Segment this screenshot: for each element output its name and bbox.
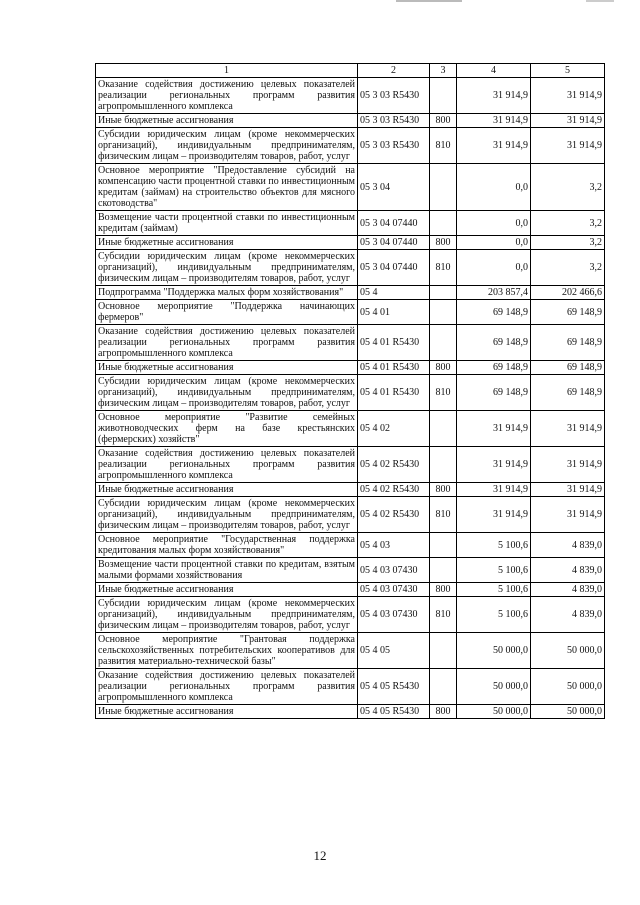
row-value-col5: 31 914,9 [531, 128, 605, 164]
row-value-col5: 69 148,9 [531, 375, 605, 411]
row-name: Оказание содействия достижению целевых показателей реализации региональных программ развития агропромышленного комплекса [96, 669, 358, 705]
row-code: 05 4 02 R5430 [358, 447, 430, 483]
row-name: Основное мероприятие "Развитие семейных животноводческих ферм на базе крестьянских (фермерских) хозяйств" [96, 411, 358, 447]
row-value-col4: 69 148,9 [457, 300, 531, 325]
table-row [96, 447, 605, 483]
row-kvr [430, 78, 457, 114]
row-value-col5: 50 000,0 [531, 705, 605, 719]
table-row [96, 250, 605, 286]
table-row [96, 325, 605, 361]
row-name: Возмещение части процентной ставки по инвестиционным кредитам (займам) [96, 211, 358, 236]
row-value-col5: 202 466,6 [531, 286, 605, 300]
row-value-col4: 31 914,9 [457, 447, 531, 483]
table-row [96, 597, 605, 633]
row-code: 05 4 01 R5430 [358, 361, 430, 375]
table-row [96, 128, 605, 164]
row-kvr: 810 [430, 128, 457, 164]
row-name: Подпрограмма "Поддержка малых форм хозяйствования" [96, 286, 358, 300]
table-row [96, 286, 605, 300]
row-code: 05 4 02 [358, 411, 430, 447]
row-code: 05 4 05 R5430 [358, 669, 430, 705]
row-value-col4: 31 914,9 [457, 128, 531, 164]
table-row [96, 78, 605, 114]
row-name: Субсидии юридическим лицам (кроме некоммерческих организаций), индивидуальным предпринимателям, физическим лицам – производителям товаров, работ, услуг [96, 497, 358, 533]
table-row [96, 583, 605, 597]
header-col-2: 2 [358, 64, 430, 78]
row-value-col4: 50 000,0 [457, 669, 531, 705]
row-kvr [430, 669, 457, 705]
row-kvr [430, 211, 457, 236]
row-kvr [430, 633, 457, 669]
row-kvr: 800 [430, 483, 457, 497]
row-name: Субсидии юридическим лицам (кроме некоммерческих организаций), индивидуальным предпринимателям, физическим лицам – производителям товаров, работ, услуг [96, 375, 358, 411]
row-value-col4: 69 148,9 [457, 361, 531, 375]
row-code: 05 3 04 07440 [358, 236, 430, 250]
row-kvr: 800 [430, 114, 457, 128]
row-name: Субсидии юридическим лицам (кроме некоммерческих организаций), индивидуальным предпринимателям, физическим лицам – производителям товаров, работ, услуг [96, 250, 358, 286]
header-col-1: 1 [96, 64, 358, 78]
row-code: 05 4 01 R5430 [358, 375, 430, 411]
row-name: Иные бюджетные ассигнования [96, 705, 358, 719]
table-row [96, 705, 605, 719]
row-name: Иные бюджетные ассигнования [96, 236, 358, 250]
row-name: Оказание содействия достижению целевых показателей реализации региональных программ развития агропромышленного комплекса [96, 447, 358, 483]
budget-table-body [96, 64, 605, 719]
row-kvr: 800 [430, 361, 457, 375]
row-name: Иные бюджетные ассигнования [96, 583, 358, 597]
table-row [96, 236, 605, 250]
row-kvr: 800 [430, 583, 457, 597]
page-number: 12 [313, 848, 327, 863]
row-value-col5: 3,2 [531, 236, 605, 250]
row-kvr [430, 164, 457, 211]
row-kvr [430, 447, 457, 483]
table-row [96, 211, 605, 236]
row-value-col5: 31 914,9 [531, 411, 605, 447]
row-value-col5: 31 914,9 [531, 447, 605, 483]
table-row [96, 375, 605, 411]
row-value-col5: 50 000,0 [531, 633, 605, 669]
row-name: Иные бюджетные ассигнования [96, 114, 358, 128]
row-value-col5: 31 914,9 [531, 497, 605, 533]
row-kvr: 810 [430, 497, 457, 533]
table-row [96, 533, 605, 558]
row-value-col5: 3,2 [531, 250, 605, 286]
row-value-col5: 4 839,0 [531, 597, 605, 633]
row-code: 05 3 04 07440 [358, 250, 430, 286]
row-value-col5: 69 148,9 [531, 361, 605, 375]
table-row [96, 300, 605, 325]
budget-table [95, 63, 605, 719]
row-value-col4: 50 000,0 [457, 633, 531, 669]
table-row [96, 558, 605, 583]
row-code: 05 4 01 R5430 [358, 325, 430, 361]
row-code: 05 3 03 R5430 [358, 128, 430, 164]
table-row [96, 361, 605, 375]
header-col-5: 5 [531, 64, 605, 78]
row-value-col5: 3,2 [531, 211, 605, 236]
row-name: Основное мероприятие "Предоставление субсидий на компенсацию части процентной ставки по инвестиционным кредитам (займам) на строительство объектов для мясного скотоводства" [96, 164, 358, 211]
row-kvr [430, 286, 457, 300]
row-kvr: 800 [430, 705, 457, 719]
row-value-col5: 31 914,9 [531, 114, 605, 128]
row-code: 05 4 03 07430 [358, 597, 430, 633]
row-code: 05 3 04 [358, 164, 430, 211]
row-kvr: 800 [430, 236, 457, 250]
row-name: Оказание содействия достижению целевых показателей реализации региональных программ развития агропромышленного комплекса [96, 78, 358, 114]
row-value-col5: 69 148,9 [531, 325, 605, 361]
row-name: Субсидии юридическим лицам (кроме некоммерческих организаций), индивидуальным предпринимателям, физическим лицам – производителям товаров, работ, услуг [96, 128, 358, 164]
row-name: Возмещение части процентной ставки по кредитам, взятым малыми формами хозяйствования [96, 558, 358, 583]
row-code: 05 4 05 [358, 633, 430, 669]
row-value-col5: 69 148,9 [531, 300, 605, 325]
row-value-col4: 69 148,9 [457, 325, 531, 361]
row-code: 05 4 03 07430 [358, 583, 430, 597]
row-value-col4: 50 000,0 [457, 705, 531, 719]
row-kvr [430, 300, 457, 325]
row-value-col5: 4 839,0 [531, 558, 605, 583]
row-value-col5: 31 914,9 [531, 78, 605, 114]
row-value-col4: 0,0 [457, 250, 531, 286]
table-header-row [96, 64, 605, 78]
row-value-col5: 31 914,9 [531, 483, 605, 497]
table-row [96, 669, 605, 705]
row-kvr [430, 533, 457, 558]
row-code: 05 3 03 R5430 [358, 78, 430, 114]
table-row [96, 164, 605, 211]
row-value-col5: 4 839,0 [531, 533, 605, 558]
table-row [96, 114, 605, 128]
row-value-col4: 31 914,9 [457, 114, 531, 128]
row-kvr [430, 411, 457, 447]
row-value-col4: 5 100,6 [457, 597, 531, 633]
row-value-col5: 3,2 [531, 164, 605, 211]
row-value-col5: 50 000,0 [531, 669, 605, 705]
row-name: Основное мероприятие "Поддержка начинающих фермеров" [96, 300, 358, 325]
row-code: 05 3 03 R5430 [358, 114, 430, 128]
row-value-col4: 5 100,6 [457, 558, 531, 583]
header-col-4: 4 [457, 64, 531, 78]
row-kvr: 810 [430, 375, 457, 411]
row-value-col4: 5 100,6 [457, 583, 531, 597]
row-name: Оказание содействия достижению целевых показателей реализации региональных программ развития агропромышленного комплекса [96, 325, 358, 361]
row-value-col4: 203 857,4 [457, 286, 531, 300]
row-value-col4: 31 914,9 [457, 78, 531, 114]
header-col-3: 3 [430, 64, 457, 78]
row-name: Иные бюджетные ассигнования [96, 483, 358, 497]
row-value-col4: 5 100,6 [457, 533, 531, 558]
row-name: Основное мероприятие "Грантовая поддержка сельскохозяйственных потребительских кооперативов для развития материально-технической базы" [96, 633, 358, 669]
row-name: Основное мероприятие "Государственная поддержка кредитования малых форм хозяйствования" [96, 533, 358, 558]
row-value-col5: 4 839,0 [531, 583, 605, 597]
row-code: 05 3 04 07440 [358, 211, 430, 236]
row-name: Иные бюджетные ассигнования [96, 361, 358, 375]
row-code: 05 4 05 R5430 [358, 705, 430, 719]
row-kvr: 810 [430, 250, 457, 286]
row-name: Субсидии юридическим лицам (кроме некоммерческих организаций), индивидуальным предпринимателям, физическим лицам – производителям товаров, работ, услуг [96, 597, 358, 633]
row-value-col4: 0,0 [457, 211, 531, 236]
table-row [96, 411, 605, 447]
top-scan-dots [586, 0, 614, 2]
row-value-col4: 31 914,9 [457, 497, 531, 533]
row-kvr: 810 [430, 597, 457, 633]
row-kvr [430, 558, 457, 583]
table-row [96, 483, 605, 497]
row-kvr [430, 325, 457, 361]
row-value-col4: 31 914,9 [457, 411, 531, 447]
row-code: 05 4 02 R5430 [358, 483, 430, 497]
row-value-col4: 69 148,9 [457, 375, 531, 411]
row-code: 05 4 03 07430 [358, 558, 430, 583]
row-value-col4: 31 914,9 [457, 483, 531, 497]
row-code: 05 4 03 [358, 533, 430, 558]
row-code: 05 4 01 [358, 300, 430, 325]
table-row [96, 497, 605, 533]
row-value-col4: 0,0 [457, 164, 531, 211]
row-code: 05 4 [358, 286, 430, 300]
row-value-col4: 0,0 [457, 236, 531, 250]
top-scan-mark [396, 0, 462, 2]
row-code: 05 4 02 R5430 [358, 497, 430, 533]
table-row [96, 633, 605, 669]
